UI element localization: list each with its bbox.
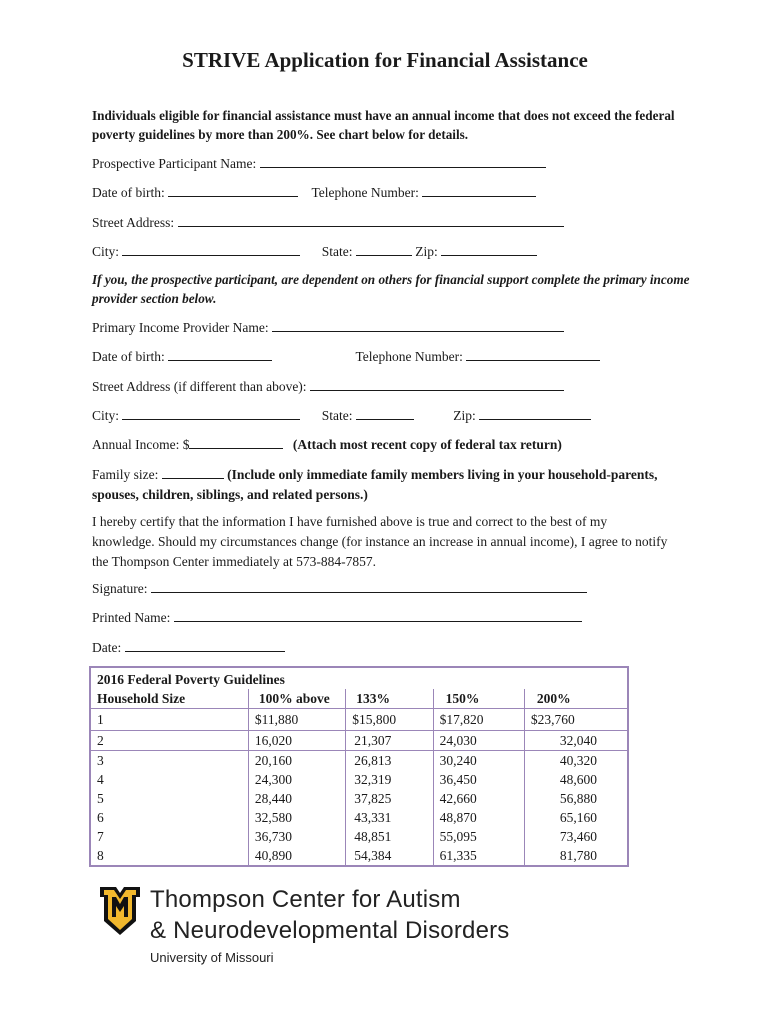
printed-name-label: Printed Name: [92,610,171,625]
table-cell: 48,600 [524,770,628,789]
provider-dob-label: Date of birth: [92,349,165,364]
family-size-note: (Include only immediate family members living in your household-parents, spouses, children, siblings, and related persons.) [92,467,658,502]
table-cell: 1 [90,709,248,731]
table-cell: 6 [97,809,104,825]
column-header: 200% [524,689,628,709]
table-cell: 24,300 [248,770,345,789]
table-cell: 5 [97,790,104,806]
provider-name-field[interactable] [272,319,564,332]
table-cell: $23,760 [524,709,628,731]
table-cell: 8 [97,847,104,863]
printed-name-row [92,609,582,626]
table-cell: 2 [90,731,248,751]
provider-street-label: Street Address (if different than above): [92,379,307,394]
participant-city-row [92,243,537,260]
participant-phone-label: Telephone Number: [311,185,419,200]
provider-phone-field[interactable] [466,348,600,361]
participant-street-row [92,214,564,231]
table-cell: $11,880 [248,709,345,731]
participant-dob-row [92,184,536,201]
participant-city-field[interactable] [122,243,300,256]
participant-name-field[interactable] [260,155,546,168]
provider-city-row [92,407,591,424]
income-note: (Attach most recent copy of federal tax return) [292,437,562,452]
dependent-note: If you, the prospective participant, are dependent on others for financial support complete the primary income provider section below. [92,272,690,306]
org-name-line1: Thompson Center for Autism [150,886,461,913]
table-row [90,789,628,808]
participant-zip-label: Zip: [415,244,438,259]
date-field[interactable] [125,639,285,652]
table-cell: 32,040 [524,731,628,751]
table-row [90,751,628,771]
table-cell: 73,460 [524,827,628,846]
provider-phone-label: Telephone Number: [355,349,463,364]
printed-name-field[interactable] [174,609,582,622]
column-header: 100% above [248,689,345,709]
table-cell: 40,890 [248,846,345,866]
table-cell: 54,384 [346,846,433,866]
signature-row [92,580,587,597]
intro-text: Individuals eligible for financial assistance must have an annual income that does not exceed the federal poverty guidelines by more than 200%. See chart below for details. [92,108,675,142]
participant-street-label: Street Address: [92,215,175,230]
provider-city-label: City: [92,408,120,423]
column-header: Household Size [90,689,248,709]
column-header: 150% [433,689,524,709]
provider-state-label: State: [321,408,353,423]
table-row [90,827,628,846]
income-row [92,436,562,453]
table-cell: 24,030 [433,731,524,751]
provider-dob-row [92,348,600,365]
participant-phone-field[interactable] [422,184,536,197]
provider-name-label: Primary Income Provider Name: [92,320,269,335]
table-cell: 32,580 [248,808,345,827]
table-cell: 3 [97,752,104,768]
participant-name-row [92,155,546,172]
provider-zip-field[interactable] [479,407,591,420]
table-cell: 55,095 [433,827,524,846]
table-row [90,731,628,751]
table-cell: 20,160 [248,751,345,771]
participant-state-label: State: [321,244,353,259]
table-row [90,808,628,827]
participant-name-label: Prospective Participant Name: [92,156,257,171]
income-field[interactable] [189,436,283,449]
form-title: STRIVE Application for Financial Assistance [182,48,588,72]
table-cell: 21,307 [346,731,433,751]
table-cell: 81,780 [524,846,628,866]
table-cell: 43,331 [346,808,433,827]
provider-state-field[interactable] [356,407,414,420]
family-row [92,465,682,505]
table-row [90,846,628,866]
provider-street-row [92,378,564,395]
table-cell: 4 [97,771,104,787]
provider-street-field[interactable] [310,378,564,391]
table-cell: 61,335 [433,846,524,866]
table-cell: 7 [97,828,104,844]
table-cell: 42,660 [433,789,524,808]
participant-street-field[interactable] [178,214,564,227]
income-label: Annual Income: $ [92,437,190,452]
participant-dob-field[interactable] [168,184,298,197]
org-university: University of Missouri [150,950,274,965]
mizzou-m-logo-icon [100,887,140,935]
signature-field[interactable] [151,580,587,593]
table-cell: 65,160 [524,808,628,827]
table-cell: 16,020 [248,731,345,751]
table-cell: 56,880 [524,789,628,808]
table-cell: 36,730 [248,827,345,846]
provider-name-row [92,319,564,336]
table-cell: 26,813 [346,751,433,771]
signature-label: Signature: [92,581,148,596]
table-caption: 2016 Federal Poverty Guidelines [97,671,285,687]
table-cell: 40,320 [524,751,628,771]
table-cell: 36,450 [433,770,524,789]
table-cell: 28,440 [248,789,345,808]
table-row [90,709,628,731]
participant-dob-label: Date of birth: [92,185,165,200]
family-size-field[interactable] [162,466,224,479]
table-cell: $15,800 [346,709,433,731]
table-cell: 37,825 [346,789,433,808]
participant-city-label: City: [92,244,120,259]
table-cell: 48,851 [346,827,433,846]
table-cell: $17,820 [433,709,524,731]
date-label: Date: [92,640,122,655]
participant-state-field[interactable] [356,243,412,256]
table-cell: 48,870 [433,808,524,827]
table-cell: 32,319 [346,770,433,789]
provider-dob-field[interactable] [168,348,272,361]
poverty-guidelines-table [89,666,629,867]
column-header: 133% [346,689,433,709]
provider-city-field[interactable] [122,407,300,420]
certify-text: I hereby certify that the information I have furnished above is true and correct to the best of my knowledge. Should my circumstances change (for instance an increase in annual income), I agree to notify the Thompson Center immediately at 573-884-7857. [92,514,668,569]
org-name-line2: & Neurodevelopmental Disorders [150,917,510,944]
family-size-label: Family size: [92,467,159,482]
date-row [92,639,285,656]
provider-zip-label: Zip: [453,408,476,423]
participant-zip-field[interactable] [441,243,537,256]
table-cell: 30,240 [433,751,524,771]
table-row [90,770,628,789]
